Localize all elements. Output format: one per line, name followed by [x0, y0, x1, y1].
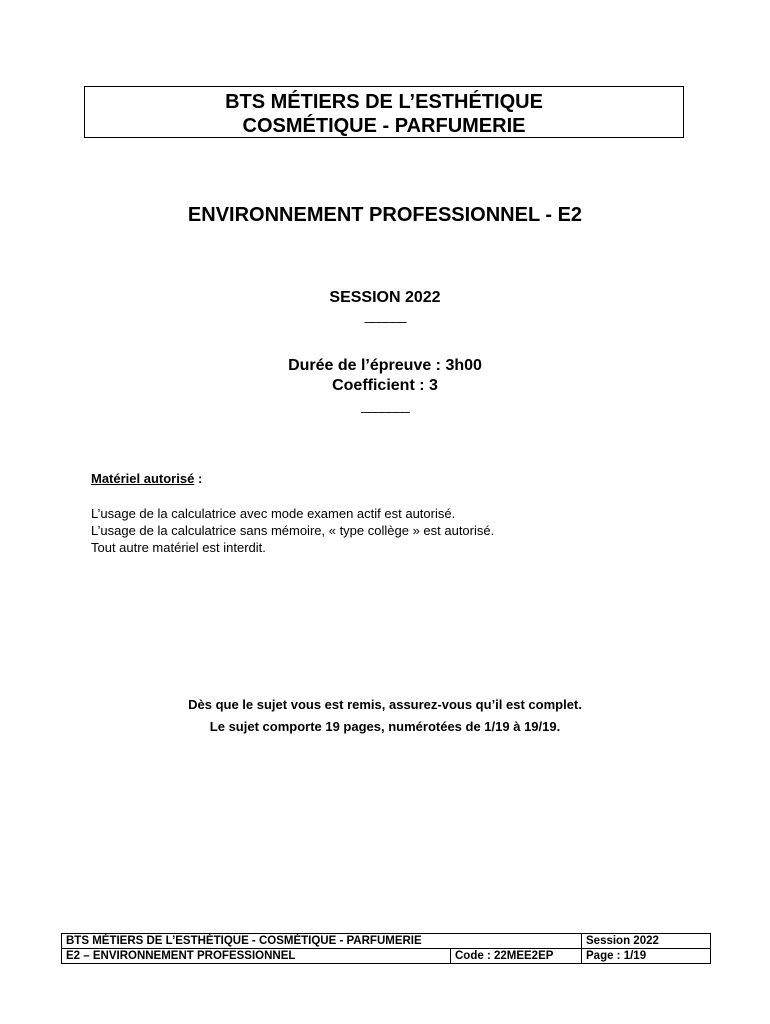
footer-program: BTS MÉTIERS DE L’ESTHÉTIQUE - COSMÉTIQUE - PARFUMERIE — [62, 934, 582, 949]
duration-label: Durée de l’épreuve : 3h00 — [288, 357, 482, 374]
footer-table — [61, 933, 711, 964]
materiel-section — [91, 470, 494, 556]
materiel-line: Tout autre matériel est interdit. — [91, 540, 266, 555]
notice-line1: Dès que le sujet vous est remis, assurez-vous qu’il est complet. — [188, 697, 582, 712]
separator-line: _______ — [361, 397, 409, 413]
separator-line: ______ — [364, 307, 406, 323]
materiel-heading — [91, 470, 494, 487]
footer-page: Page : 1/19 — [582, 949, 711, 964]
exam-title: ENVIRONNEMENT PROFESSIONNEL - E2 — [187, 204, 583, 226]
footer-subject: E2 – ENVIRONNEMENT PROFESSIONNEL — [62, 949, 451, 964]
materiel-heading-text: Matériel autorisé — [91, 471, 195, 486]
materiel-lines — [91, 505, 494, 556]
header-title-box — [84, 86, 684, 138]
notice-block — [0, 694, 770, 738]
header-title-line1: BTS MÉTIERS DE L’ESTHÉTIQUE — [225, 91, 543, 113]
footer-session: Session 2022 — [582, 934, 711, 949]
materiel-line: L’usage de la calculatrice avec mode examen actif est autorisé. — [91, 506, 456, 521]
materiel-line: L’usage de la calculatrice sans mémoire, « type collège » est autorisé. — [91, 523, 495, 538]
duration-block — [0, 356, 770, 396]
footer-row — [62, 934, 711, 949]
materiel-heading-colon: : — [194, 471, 203, 486]
footer-row — [62, 949, 711, 964]
header-title-line2: COSMÉTIQUE - PARFUMERIE — [242, 115, 526, 137]
notice-line2: Le sujet comporte 19 pages, numérotées de 1/19 à 19/19. — [209, 719, 561, 734]
footer-code: Code : 22MEE2EP — [451, 949, 582, 964]
session-label: SESSION 2022 — [329, 289, 441, 306]
coefficient-label: Coefficient : 3 — [332, 377, 438, 394]
